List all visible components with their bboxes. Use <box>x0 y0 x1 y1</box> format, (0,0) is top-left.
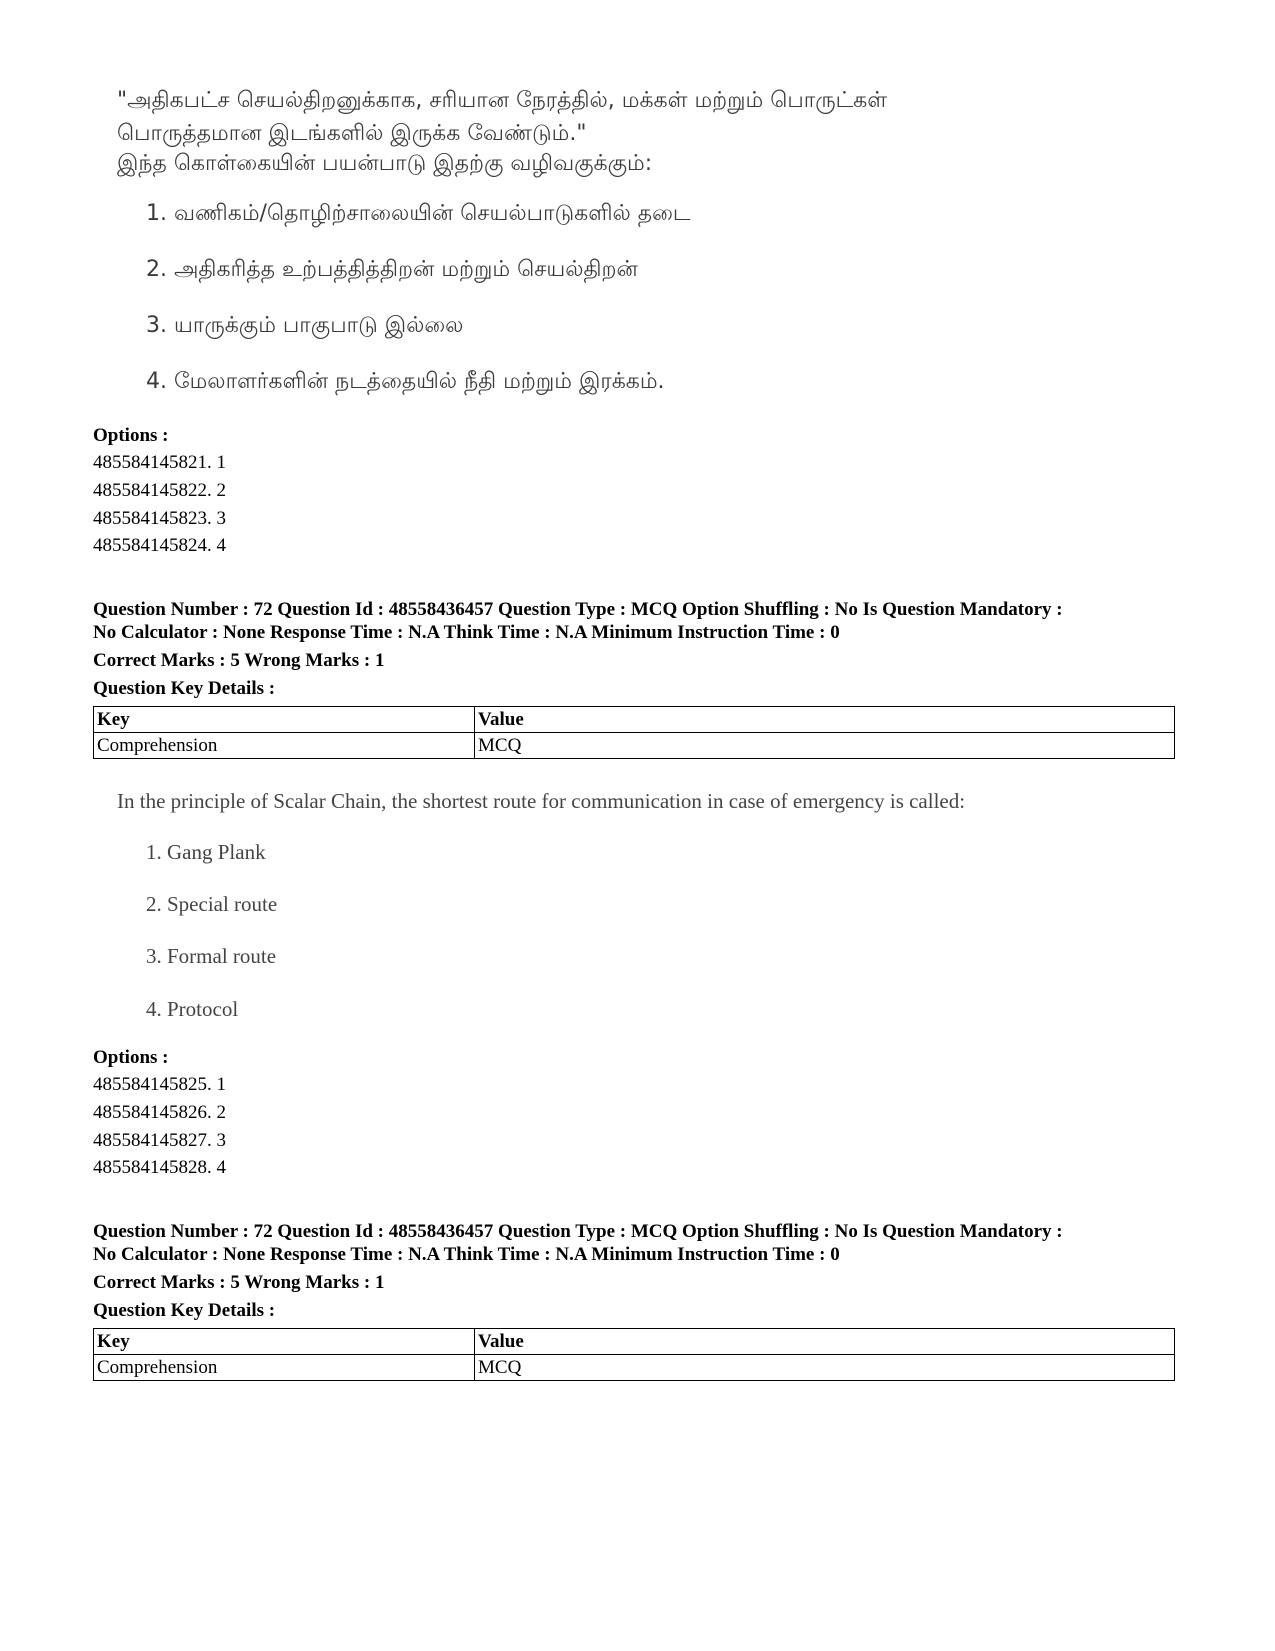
table-header-value: Value <box>475 707 1175 733</box>
table-header-key: Key <box>94 707 475 733</box>
option-id-2: 485584145822. 2 <box>93 480 226 501</box>
question-choice-3: 3. Formal route <box>146 944 277 968</box>
question-meta-line-1: Question Number : 72 Question Id : 48558436457 Question Type : MCQ Option Shuffling : No Is Question Mandatory : <box>93 1221 1063 1242</box>
question-choice-4: 4. மேலாளர்களின் நடத்தையில் நீதி மற்றும் இரக்கம். <box>146 369 665 394</box>
option-id-4: 485584145824. 4 <box>93 535 226 556</box>
table-cell-key: Comprehension <box>94 733 475 759</box>
question-text: In the principle of Scalar Chain, the shortest route for communication in case of emergency is called: <box>117 789 966 813</box>
table-header-row <box>94 707 1175 733</box>
table-header-key: Key <box>94 1329 475 1355</box>
question-choice-2: 2. அதிகரித்த உற்பத்தித்திறன் மற்றும் செயல்திறன் <box>146 257 638 282</box>
question-intro-line-3: இந்த கொள்கையின் பயன்பாடு இதற்கு வழிவகுக்கும்: <box>117 151 653 176</box>
key-details-label: Question Key Details : <box>93 1300 276 1321</box>
options-label: Options : <box>93 1047 169 1068</box>
question-choice-1: 1. வணிகம்/தொழிற்சாலையின் செயல்பாடுகளில் தடை <box>146 201 691 226</box>
key-details-table <box>93 1328 1175 1381</box>
question-meta-line-1: Question Number : 72 Question Id : 48558436457 Question Type : MCQ Option Shuffling : No Is Question Mandatory : <box>93 599 1063 620</box>
key-details-table <box>93 706 1175 759</box>
marks-line: Correct Marks : 5 Wrong Marks : 1 <box>93 650 385 671</box>
table-cell-key: Comprehension <box>94 1355 475 1381</box>
table-cell-value: MCQ <box>475 733 1175 759</box>
question-intro-line-1: "அதிகபட்ச செயல்திறனுக்காக, சரியான நேரத்தில், மக்கள் மற்றும் பொருட்கள் <box>117 88 888 113</box>
question-choice-1: 1. Gang Plank <box>146 840 266 864</box>
option-id-3: 485584145823. 3 <box>93 508 226 529</box>
option-id-2: 485584145826. 2 <box>93 1102 226 1123</box>
table-header-value: Value <box>475 1329 1175 1355</box>
question-choice-2: 2. Special route <box>146 892 278 916</box>
question-intro-line-2: பொருத்தமான இடங்களில் இருக்க வேண்டும்." <box>117 121 587 146</box>
option-id-1: 485584145825. 1 <box>93 1074 226 1095</box>
question-meta-line-2: No Calculator : None Response Time : N.A Think Time : N.A Minimum Instruction Time : 0 <box>93 622 840 643</box>
option-id-1: 485584145821. 1 <box>93 452 226 473</box>
option-id-3: 485584145827. 3 <box>93 1130 226 1151</box>
options-label: Options : <box>93 425 169 446</box>
question-meta-line-2: No Calculator : None Response Time : N.A Think Time : N.A Minimum Instruction Time : 0 <box>93 1244 840 1265</box>
question-choice-4: 4. Protocol <box>146 997 239 1021</box>
marks-line: Correct Marks : 5 Wrong Marks : 1 <box>93 1272 385 1293</box>
table-header-row <box>94 1329 1175 1355</box>
table-cell-value: MCQ <box>475 1355 1175 1381</box>
question-choice-3: 3. யாருக்கும் பாகுபாடு இல்லை <box>146 313 464 338</box>
table-row <box>94 733 1175 759</box>
key-details-label: Question Key Details : <box>93 678 276 699</box>
option-id-4: 485584145828. 4 <box>93 1157 226 1178</box>
table-row <box>94 1355 1175 1381</box>
